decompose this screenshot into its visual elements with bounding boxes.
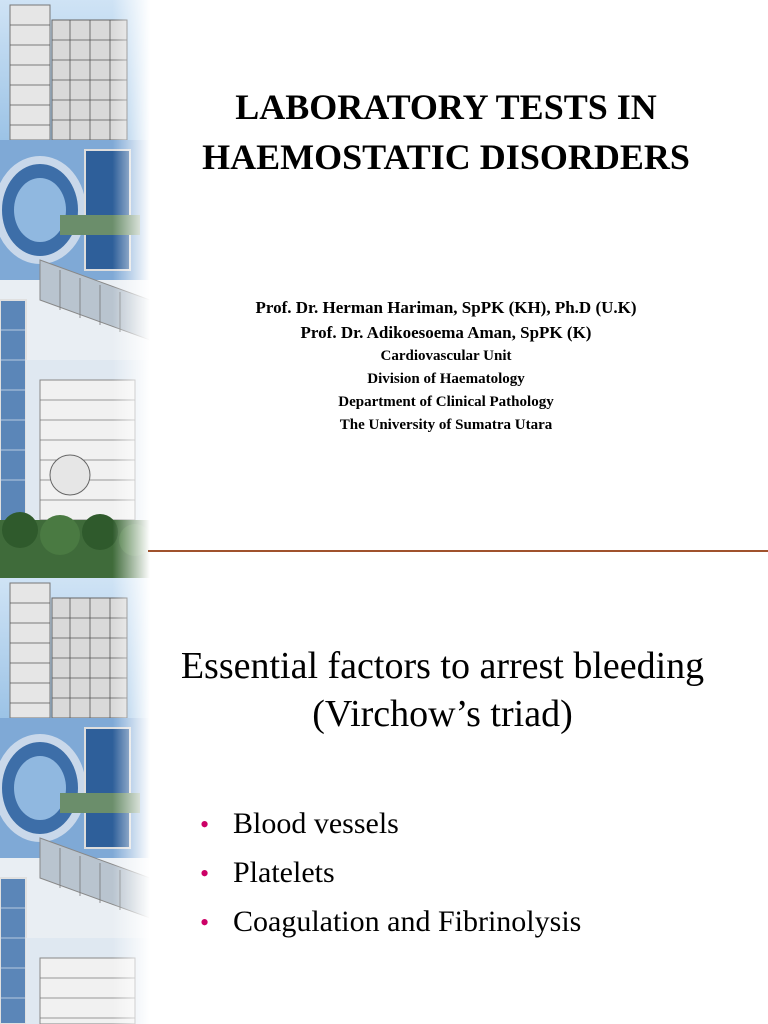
affiliation-unit: Cardiovascular Unit — [380, 348, 512, 364]
heading-line-1: Essential factors to arrest bleeding — [180, 645, 705, 687]
author-1: Prof. Dr. Herman Hariman, SpPK (KH), Ph.D (U.K) — [255, 298, 637, 317]
list-item — [200, 898, 581, 947]
slide-divider-line — [148, 550, 768, 552]
affiliation-division: Division of Haematology — [367, 371, 525, 387]
bullet-text: Platelets — [233, 856, 335, 889]
bullet-text: Coagulation and Fibrinolysis — [233, 905, 582, 938]
slide-2 — [0, 578, 768, 1024]
bullet-list — [200, 800, 581, 947]
heading-line-2: (Virchow’s triad) — [312, 693, 573, 735]
slide-heading — [140, 642, 745, 738]
title-line-2: HAEMOSTATIC DISORDERS — [202, 137, 690, 177]
title-line-1: LABORATORY TESTS IN — [235, 87, 657, 127]
affiliation-university: The University of Sumatra Utara — [339, 417, 553, 433]
author-block — [140, 295, 752, 437]
author-2: Prof. Dr. Adikoesoema Aman, SpPK (K) — [300, 323, 592, 342]
building-photo-strip — [0, 0, 150, 578]
bullet-icon: • — [200, 859, 210, 888]
presentation-title — [140, 82, 752, 182]
list-item — [200, 849, 581, 898]
building-photo-strip — [0, 578, 150, 1024]
bullet-icon: • — [200, 810, 210, 839]
bullet-icon: • — [200, 908, 210, 937]
list-item — [200, 800, 581, 849]
bullet-text: Blood vessels — [233, 807, 399, 840]
affiliation-department: Department of Clinical Pathology — [338, 394, 554, 410]
